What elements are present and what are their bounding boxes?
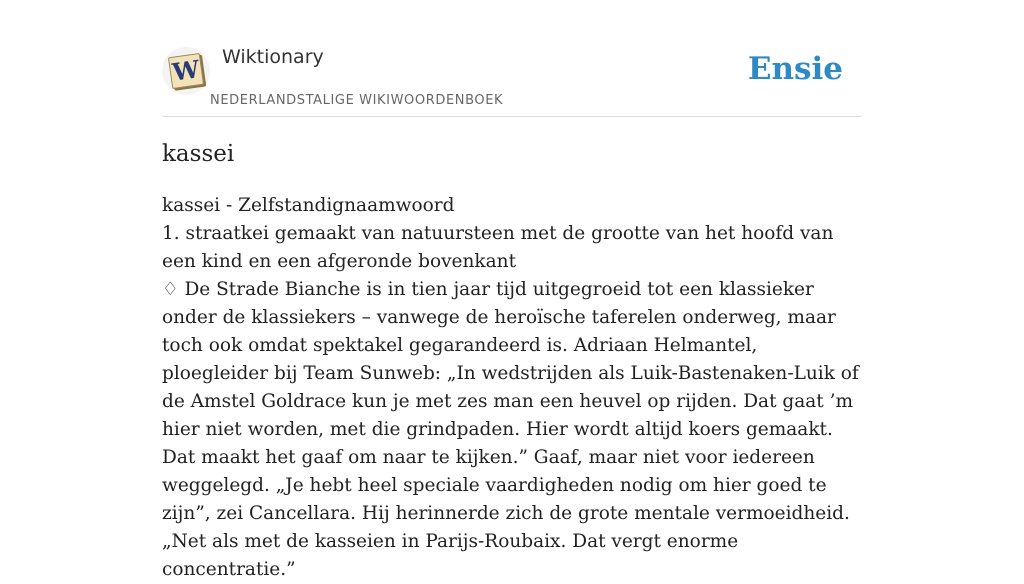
definition-text: 1. straatkei gemaakt van natuursteen met de grootte van het hoofd van een kind en een afgeronde bovenkant xyxy=(162,223,834,272)
site-subtitle: NEDERLANDSTALIGE WIKIWOORDENBOEK xyxy=(210,93,504,108)
page xyxy=(162,0,862,580)
example-quote: ♢ De Strade Bianche is in tien jaar tijd uitgegroeid tot een klassieker onder de klassiekers – vanwege de heroïsche taferelen onderweg, maar toch ook omdat spektakel gegarandeerd is. Adriaan Helmantel, ploegleider bij Team Sunweb: „In wedstrijden als Luik-Bastenaken-Luik of de Amstel Goldrace kun je met zes man een heuvel op rijden. Dat gaat ’m hier niet worden, met die grindpaden. Hier wordt altijd koers gemaakt. Dat maakt het gaaf om naar te kijken.” Gaaf, maar niet voor iedereen weggelegd. „Je hebt heel speciale vaardigheden nodig om hier goed te zijn”, zei Cancellara. Hij herinnerde zich de grote mentale vermoeidheid. „Net als met de kasseien in Parijs-Roubaix. Dat vergt enorme concentratie.” xyxy=(162,279,859,580)
entry-content xyxy=(162,192,862,584)
site-name-link[interactable]: Wiktionary xyxy=(222,46,324,68)
wiktionary-logo[interactable] xyxy=(162,47,210,95)
page-title: kassei xyxy=(162,141,235,167)
wiktionary-logo-icon: W xyxy=(168,53,204,89)
site-header xyxy=(162,0,862,117)
headword-line: kassei - Zelfstandignaamwoord xyxy=(162,195,455,216)
ensie-logo-link[interactable]: Ensie xyxy=(747,51,843,87)
